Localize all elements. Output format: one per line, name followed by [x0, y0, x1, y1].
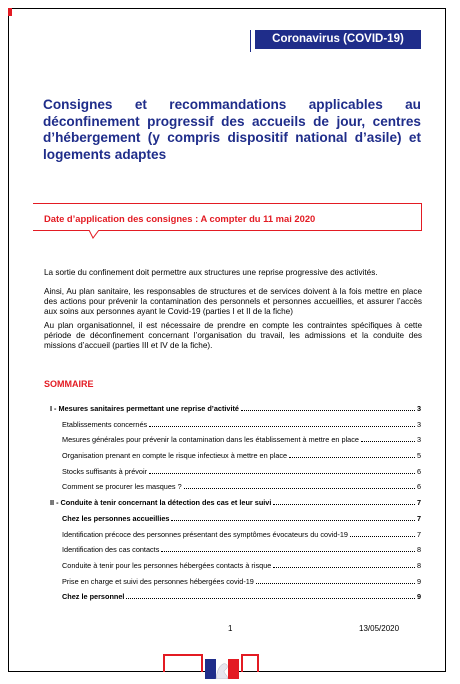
toc-label: Identification des cas contacts [62, 545, 160, 555]
toc-page: 6 [416, 482, 421, 492]
toc-entry[interactable] [50, 482, 421, 498]
table-of-contents [50, 404, 421, 608]
toc-page: 3 [416, 404, 421, 413]
toc-label: Mesures générales pour prévenir la contamination dans les établissement à mettre en place [62, 435, 359, 445]
footer-frame-left [163, 654, 203, 672]
footer-date: 13/05/2020 [359, 624, 400, 633]
toc-page: 3 [416, 435, 421, 445]
footer-frame-right [241, 654, 259, 672]
toc-entry[interactable] [50, 592, 421, 608]
toc-page: 8 [416, 560, 421, 570]
toc-label: Comment se procurer les masques ? [62, 482, 182, 492]
toc-entry[interactable] [50, 530, 421, 546]
toc-label: II - Conduite à tenir concernant la détection des cas et leur suivi [50, 498, 272, 508]
badge-rule [250, 30, 251, 52]
intro-paragraph-1: La sortie du confinement doit permettre aux structures une reprise progressive des activités. [44, 268, 378, 277]
toc-label: Organisation prenant en compte le risque infectieux à mettre en place [62, 451, 288, 461]
toc-entry[interactable] [50, 451, 421, 467]
intro-paragraph-2: Ainsi, Au plan sanitaire, les responsables de structures et de services doivent à la fois mettre en place des actions pour prévenir la contamination des personnels et personnes accueillies, et assurer l’accès aux soins aux personnes ayant le Covid-19 (parties I et II de la fiche) [44, 287, 422, 317]
sommaire-heading: SOMMAIRE [44, 379, 94, 389]
toc-label: Etablissements concernés [62, 419, 148, 429]
toc-entry[interactable] [50, 498, 421, 514]
toc-entry[interactable] [50, 404, 421, 420]
corner-accent [8, 8, 12, 16]
toc-entry[interactable] [50, 561, 421, 577]
toc-page: 9 [416, 576, 421, 586]
marianne-logo-icon [205, 655, 239, 679]
toc-page: 7 [416, 513, 421, 523]
toc-label: Identification précoce des personnes présentant des symptômes évocateurs du covid-19 [62, 529, 348, 539]
toc-page: 5 [416, 451, 421, 461]
topic-badge: Coronavirus (COVID-19) [255, 30, 421, 49]
toc-label: Stocks suffisants à prévoir [62, 466, 148, 476]
toc-entry[interactable] [50, 545, 421, 561]
toc-page: 3 [416, 419, 421, 429]
toc-page: 9 [416, 592, 421, 602]
toc-entry[interactable] [50, 467, 421, 483]
intro-paragraph-3: Au plan organisationnel, il est nécessaire de prendre en compte les contraintes spécifiques à cette période de déconfinement concernant l’organisation du travail, les admissions et la conduite des missions d’accueil (parties III et IV de la fiche). [44, 321, 422, 351]
toc-page: 7 [416, 498, 421, 508]
toc-label: Chez le personnel [62, 592, 125, 602]
toc-entry[interactable] [50, 420, 421, 436]
toc-page: 6 [416, 466, 421, 476]
toc-page: 7 [416, 529, 421, 539]
toc-entry[interactable] [50, 435, 421, 451]
toc-label: Prise en charge et suivi des personnes hébergées covid-19 [62, 576, 254, 586]
toc-label: Chez les personnes accueillies [62, 513, 170, 523]
document-title: Consignes et recommandations applicables au déconfinement progressif des accueils de jour, centres d’hébergement (y compris dispositif national d’asile) et logements adaptes [43, 97, 421, 162]
toc-label: I - Mesures sanitaires permettant une reprise d’activité [50, 404, 239, 413]
application-date: Date d’application des consignes : A compter du 11 mai 2020 [44, 213, 316, 224]
toc-label: Conduite à tenir pour les personnes hébergées contacts à risque [62, 560, 272, 570]
page-number: 1 [228, 624, 233, 633]
toc-page: 8 [416, 545, 421, 555]
toc-entry[interactable] [50, 514, 421, 530]
toc-entry[interactable] [50, 577, 421, 593]
